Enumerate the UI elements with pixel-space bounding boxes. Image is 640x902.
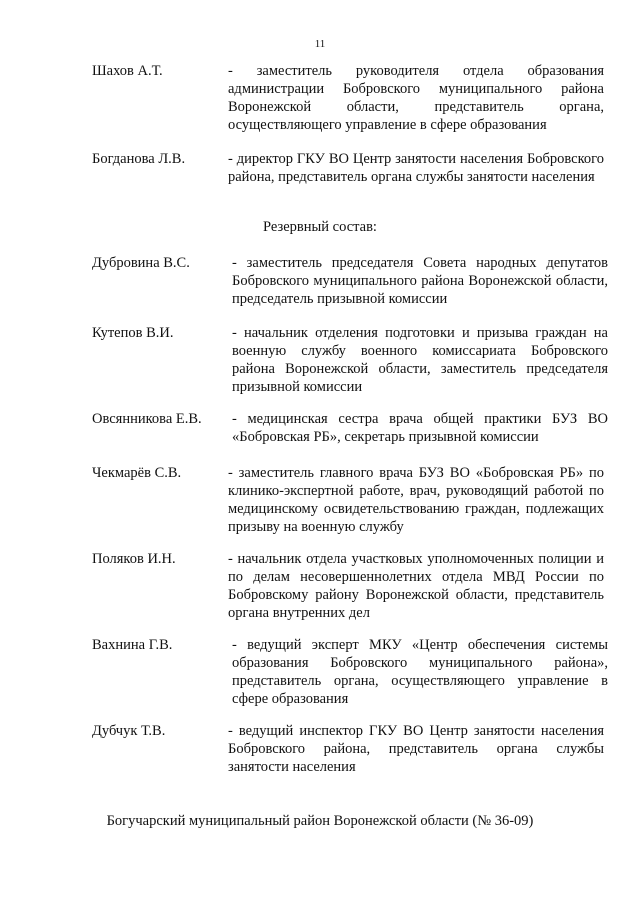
member-role: - начальник отдела участковых уполномоченных полиции и по делам несовершеннолетних отдела МВД России по Бобровскому району Воронежской области, представитель органа внутренних дел xyxy=(228,551,604,621)
member-role: - директор ГКУ ВО Центр занятости населения Бобровского района, представитель органа службы занятости населения xyxy=(228,151,604,185)
member-role: - заместитель председателя Совета народных депутатов Бобровского муниципального района Воронежской области, председатель призывной комиссии xyxy=(232,255,608,307)
member-name: Чекмарёв С.В. xyxy=(92,465,182,481)
member-name: Овсянникова Е.В. xyxy=(92,411,202,427)
member-name: Поляков И.Н. xyxy=(92,551,176,567)
page-number: 11 xyxy=(314,38,326,50)
member-role: - ведущий инспектор ГКУ ВО Центр занятости населения Бобровского района, представитель органа службы занятости населения xyxy=(228,723,604,775)
member-name: Богданова Л.В. xyxy=(92,151,186,167)
member-name: Шахов А.Т. xyxy=(92,63,163,79)
member-role: - начальник отделения подготовки и призыва граждан на военную службу военного комиссариата Бобровского района Воронежской области, заместитель председателя призывной комиссии xyxy=(232,325,608,395)
member-name: Кутепов В.И. xyxy=(92,325,174,341)
reserve-section-title: Резервный состав: xyxy=(263,219,377,235)
member-name: Дубровина В.С. xyxy=(92,255,190,271)
member-role: - заместитель главного врача БУЗ ВО «Бобровская РБ» по клинико-экспертной работе, врач, руководящий работой по медицинскому освидетельствованию граждан, подлежащих призыву на военную службу xyxy=(228,465,604,535)
member-role: - медицинская сестра врача общей практики БУЗ ВО «Бобровская РБ», секретарь призывной комиссии xyxy=(232,411,608,445)
district-heading: Богучарский муниципальный район Воронежской области (№ 36-09) xyxy=(106,813,534,829)
member-name: Дубчук Т.В. xyxy=(92,723,166,739)
member-name: Вахнина Г.В. xyxy=(92,637,173,653)
member-role: - ведущий эксперт МКУ «Центр обеспечения системы образования Бобровского муниципального района», представитель органа, осуществляющего управление в сфере образования xyxy=(232,637,608,707)
member-role: - заместитель руководителя отдела образования администрации Бобровского муниципального района Воронежской области, представитель органа, осуществляющего управление в сфере образования xyxy=(228,63,604,133)
